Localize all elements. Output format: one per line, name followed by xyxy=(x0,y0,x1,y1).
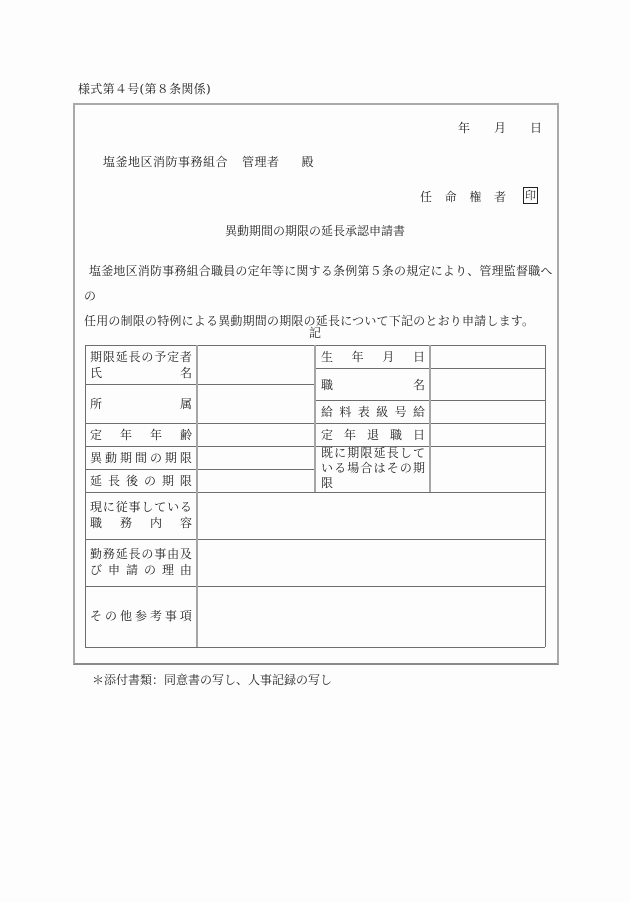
label-char: 後 xyxy=(125,474,138,488)
addressee-role: 管理者 xyxy=(242,155,280,169)
label-char: 既 xyxy=(321,446,334,460)
date-month-label: 月 xyxy=(494,121,507,135)
label-char: 従 xyxy=(115,500,128,514)
body-line-2: 任用の制限の特例による異動期間の期限の延長について下記のとおり申請します。 xyxy=(84,314,535,328)
label-char: に xyxy=(102,500,115,514)
label-char: の xyxy=(141,547,154,561)
label-char: 月 xyxy=(382,350,395,364)
label-char: の xyxy=(149,451,162,465)
label-char: 間 xyxy=(134,451,147,465)
table-border-bottom xyxy=(85,647,545,648)
label-char: 合 xyxy=(360,461,373,475)
label-extended-deadline xyxy=(90,473,192,489)
label-char: 及 xyxy=(179,547,192,561)
addressee-org: 塩釜地区消防事務組合 xyxy=(103,155,229,169)
label-char: 給 xyxy=(321,405,334,419)
label-char: 事 xyxy=(164,609,177,623)
label-char: 任 xyxy=(420,190,433,204)
label-char: 名 xyxy=(179,366,192,380)
field-applicant-name[interactable] xyxy=(198,346,314,384)
label-char: 容 xyxy=(179,516,192,530)
label-char: 属 xyxy=(179,397,192,411)
addressee xyxy=(103,153,314,170)
label-char: 限 xyxy=(360,446,373,460)
label-char: 長 xyxy=(386,446,399,460)
label-birth-date xyxy=(321,349,425,365)
label-char: 期 xyxy=(90,350,103,364)
label-char: 限 xyxy=(179,451,192,465)
label-char: 定 xyxy=(167,350,180,364)
label-char: し xyxy=(141,500,154,514)
label-char: 権 xyxy=(469,190,482,204)
field-other-notes[interactable] xyxy=(198,587,545,647)
label-char: る xyxy=(179,500,192,514)
label-current-duties xyxy=(90,499,192,531)
field-retirement-age[interactable] xyxy=(198,424,314,446)
body-line-1: 塩釜地区消防事務組合職員の定年等に関する条例第５条の規定により、管理監督職への xyxy=(84,264,553,303)
label-char: 延 xyxy=(115,350,128,364)
label-char: 級 xyxy=(376,405,389,419)
document-title: 異動期間の期限の延長承認申請書 xyxy=(224,224,405,238)
label-char: 延 xyxy=(115,547,128,561)
form-number: 様式第４号(第８条関係) xyxy=(78,82,211,96)
label-transfer-deadline xyxy=(90,450,192,466)
label-affiliation xyxy=(90,396,192,412)
seal-box: 印 xyxy=(525,189,536,202)
label-char: 事 xyxy=(154,547,167,561)
label-char: 限 xyxy=(179,474,192,488)
field-reason[interactable] xyxy=(198,540,545,586)
label-char: 年 xyxy=(343,428,356,442)
label-retirement-date xyxy=(321,427,425,443)
label-char: 年 xyxy=(351,350,364,364)
field-current-duties[interactable] xyxy=(198,493,545,539)
label-char: 期 xyxy=(119,451,132,465)
label-char: 職 xyxy=(321,378,334,392)
label-char: 長 xyxy=(128,547,141,561)
label-char: 所 xyxy=(90,397,103,411)
label-char: 期 xyxy=(161,474,174,488)
label-char: の xyxy=(104,609,117,623)
label-char: 現 xyxy=(90,500,103,514)
label-char: 者 xyxy=(179,350,192,364)
label-char: 理 xyxy=(161,563,174,577)
label-char: 予 xyxy=(154,350,167,364)
label-char: 生 xyxy=(321,350,334,364)
label-char: 料 xyxy=(339,405,352,419)
label-char: 由 xyxy=(167,547,180,561)
field-affiliation[interactable] xyxy=(198,385,314,423)
ki-heading: 記 xyxy=(308,326,321,340)
label-char: 由 xyxy=(179,563,192,577)
date-day-label: 日 xyxy=(530,121,543,135)
label-char: 命 xyxy=(444,190,457,204)
addressee-honorific: 殿 xyxy=(301,155,315,169)
label-char: い xyxy=(321,461,334,475)
field-retirement-date[interactable] xyxy=(431,424,545,446)
label-char: 職 xyxy=(90,516,103,530)
label-char: し xyxy=(399,446,412,460)
label-char: 名 xyxy=(412,378,425,392)
field-position[interactable] xyxy=(431,369,545,400)
label-char: 限 xyxy=(321,476,334,490)
body-text xyxy=(84,259,554,334)
label-char: 内 xyxy=(149,516,162,530)
label-char: て xyxy=(154,500,167,514)
label-char: の xyxy=(143,474,156,488)
label-char: 場 xyxy=(347,461,360,475)
label-char: 異 xyxy=(90,451,103,465)
label-char: 期 xyxy=(412,461,425,475)
field-birth-date[interactable] xyxy=(431,346,545,368)
label-char: 者 xyxy=(493,190,506,204)
label-char: 日 xyxy=(412,350,425,364)
label-char: 考 xyxy=(149,609,162,623)
label-char: 号 xyxy=(394,405,407,419)
label-char: 定 xyxy=(321,428,334,442)
label-char: の xyxy=(399,461,412,475)
label-char: 表 xyxy=(357,405,370,419)
label-char: 請 xyxy=(125,563,138,577)
label-salary-grade xyxy=(321,404,425,420)
attachments-footnote: ＊添付書類：同意書の写し、人事記録の写し xyxy=(92,673,333,687)
label-char: 退 xyxy=(366,428,379,442)
field-salary-grade[interactable] xyxy=(431,401,545,423)
label-char: に xyxy=(334,446,347,460)
label-char: の xyxy=(143,563,156,577)
label-char: 務 xyxy=(102,547,115,561)
label-char: 延 xyxy=(373,446,386,460)
label-char: 長 xyxy=(128,350,141,364)
label-char: 務 xyxy=(119,516,132,530)
table-divider xyxy=(314,345,316,492)
label-char: そ xyxy=(386,461,399,475)
label-char: 事 xyxy=(128,500,141,514)
label-prior-extension xyxy=(321,446,425,491)
label-retirement-age xyxy=(90,427,192,443)
label-char: 延 xyxy=(90,474,103,488)
label-reason xyxy=(90,546,192,578)
label-char: 項 xyxy=(179,609,192,623)
date-year-label: 年 xyxy=(458,121,471,135)
appointer-label xyxy=(420,188,506,205)
field-extended-deadline[interactable] xyxy=(198,470,314,492)
label-char: び xyxy=(90,563,103,577)
label-char: 動 xyxy=(104,451,117,465)
label-char: て xyxy=(412,446,425,460)
label-char: 申 xyxy=(107,563,120,577)
label-char: 他 xyxy=(119,609,132,623)
label-applicant-name xyxy=(90,349,192,381)
label-char: 氏 xyxy=(90,366,103,380)
label-char: 給 xyxy=(412,405,425,419)
label-char: 勤 xyxy=(90,547,103,561)
label-other-notes xyxy=(90,608,192,624)
label-char: 長 xyxy=(107,474,120,488)
label-char: の xyxy=(141,350,154,364)
label-char: 年 xyxy=(119,428,132,442)
label-char: 限 xyxy=(102,350,115,364)
label-char: る xyxy=(334,461,347,475)
label-char: 参 xyxy=(134,609,147,623)
label-char: 期 xyxy=(164,451,177,465)
field-prior-extension[interactable] xyxy=(431,447,545,492)
table-border-left xyxy=(85,345,86,647)
label-char: 期 xyxy=(347,446,360,460)
label-position xyxy=(321,377,425,393)
label-char: 職 xyxy=(389,428,402,442)
label-char: そ xyxy=(90,609,103,623)
table-border-right xyxy=(545,345,546,647)
label-char: 年 xyxy=(149,428,162,442)
label-char: 日 xyxy=(412,428,425,442)
label-char: 定 xyxy=(90,428,103,442)
field-transfer-deadline[interactable] xyxy=(198,447,314,469)
label-char: い xyxy=(167,500,180,514)
label-char: 齢 xyxy=(179,428,192,442)
label-char: は xyxy=(373,461,386,475)
